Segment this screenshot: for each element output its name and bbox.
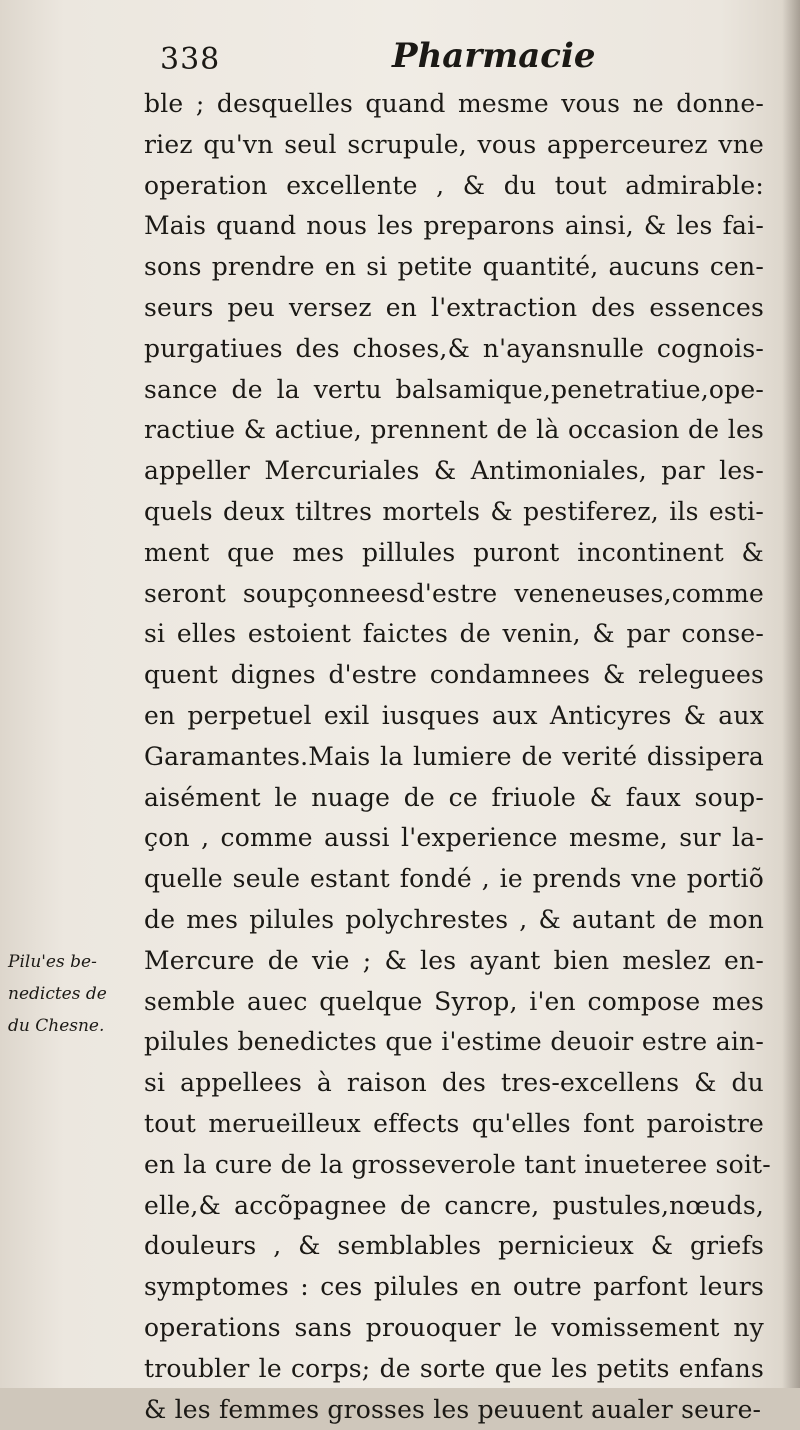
text-line: sance de la vertu balsamique,penetratiue,ope-: [144, 370, 764, 411]
text-line: aisément le nuage de ce friuole & faux soup-: [144, 778, 764, 819]
text-line: quelle seule estant fondé , ie prends vne portiõ: [144, 859, 764, 900]
page-edge-shadow: [782, 0, 800, 1388]
text-line: si appellees à raison des tres-excellens & du: [144, 1063, 764, 1104]
text-line: ble ; desquelles quand mesme vous ne donne-: [144, 84, 764, 125]
text-line: seurs peu versez en l'extraction des essences: [144, 288, 764, 329]
text-line: ment que mes pillules puront incontinent &: [144, 533, 764, 574]
text-line: quent dignes d'estre condamnees & releguees: [144, 655, 764, 696]
text-line: Mercure de vie ; & les ayant bien meslez en-: [144, 941, 764, 982]
text-line: appeller Mercuriales & Antimoniales, par les-: [144, 451, 764, 492]
margin-note-line: nedictes de: [8, 978, 158, 1010]
text-line: purgatiues des choses,& n'ayansnulle cognois-: [144, 329, 764, 370]
text-line: ractiue & actiue, prennent de là occasion de les: [144, 410, 764, 451]
text-line: si elles estoient faictes de venin, & par conse-: [144, 614, 764, 655]
text-line: de mes pilules polychrestes , & autant de mon: [144, 900, 764, 941]
text-line: symptomes : ces pilules en outre parfont leurs: [144, 1267, 764, 1308]
text-line: operation excellente , & du tout admirable:: [144, 166, 764, 207]
text-line: seront soupçonneesd'estre veneneuses,comme: [144, 574, 764, 615]
page-header: [160, 28, 760, 84]
text-line: quels deux tiltres mortels & pestiferez, ils esti-: [144, 492, 764, 533]
text-line: troubler le corps; de sorte que les petits enfans: [144, 1349, 764, 1390]
body-text: [144, 84, 764, 1430]
text-line: riez qu'vn seul scrupule, vous apperceurez vne: [144, 125, 764, 166]
text-line: semble auec quelque Syrop, i'en compose mes: [144, 982, 764, 1023]
margin-note: [8, 946, 158, 1042]
running-head: Pharmacie: [392, 36, 596, 76]
text-line: & les femmes grosses les peuuent aualer seure-: [144, 1390, 764, 1430]
text-line: pilules benedictes que i'estime deuoir estre ain-: [144, 1022, 764, 1063]
text-line: elle,& accõpagnee de cancre, pustules,nœuds,: [144, 1186, 764, 1227]
text-line: sons prendre en si petite quantité, aucuns cen-: [144, 247, 764, 288]
text-line: operations sans prouoquer le vomissement ny: [144, 1308, 764, 1349]
text-line: en la cure de la grosseverole tant inueteree soit-: [144, 1145, 764, 1186]
margin-note-line: Pilu'es be-: [8, 946, 158, 978]
text-line: Mais quand nous les preparons ainsi, & les fai-: [144, 206, 764, 247]
text-line: çon , comme aussi l'experience mesme, sur la-: [144, 818, 764, 859]
text-line: Garamantes.Mais la lumiere de verité dissipera: [144, 737, 764, 778]
margin-note-line: du Chesne.: [8, 1010, 158, 1042]
text-line: en perpetuel exil iusques aux Anticyres & aux: [144, 696, 764, 737]
text-line: tout merueilleux effects qu'elles font paroistre: [144, 1104, 764, 1145]
text-line: douleurs , & semblables pernicieux & griefs: [144, 1226, 764, 1267]
page-number: 338: [160, 42, 220, 77]
